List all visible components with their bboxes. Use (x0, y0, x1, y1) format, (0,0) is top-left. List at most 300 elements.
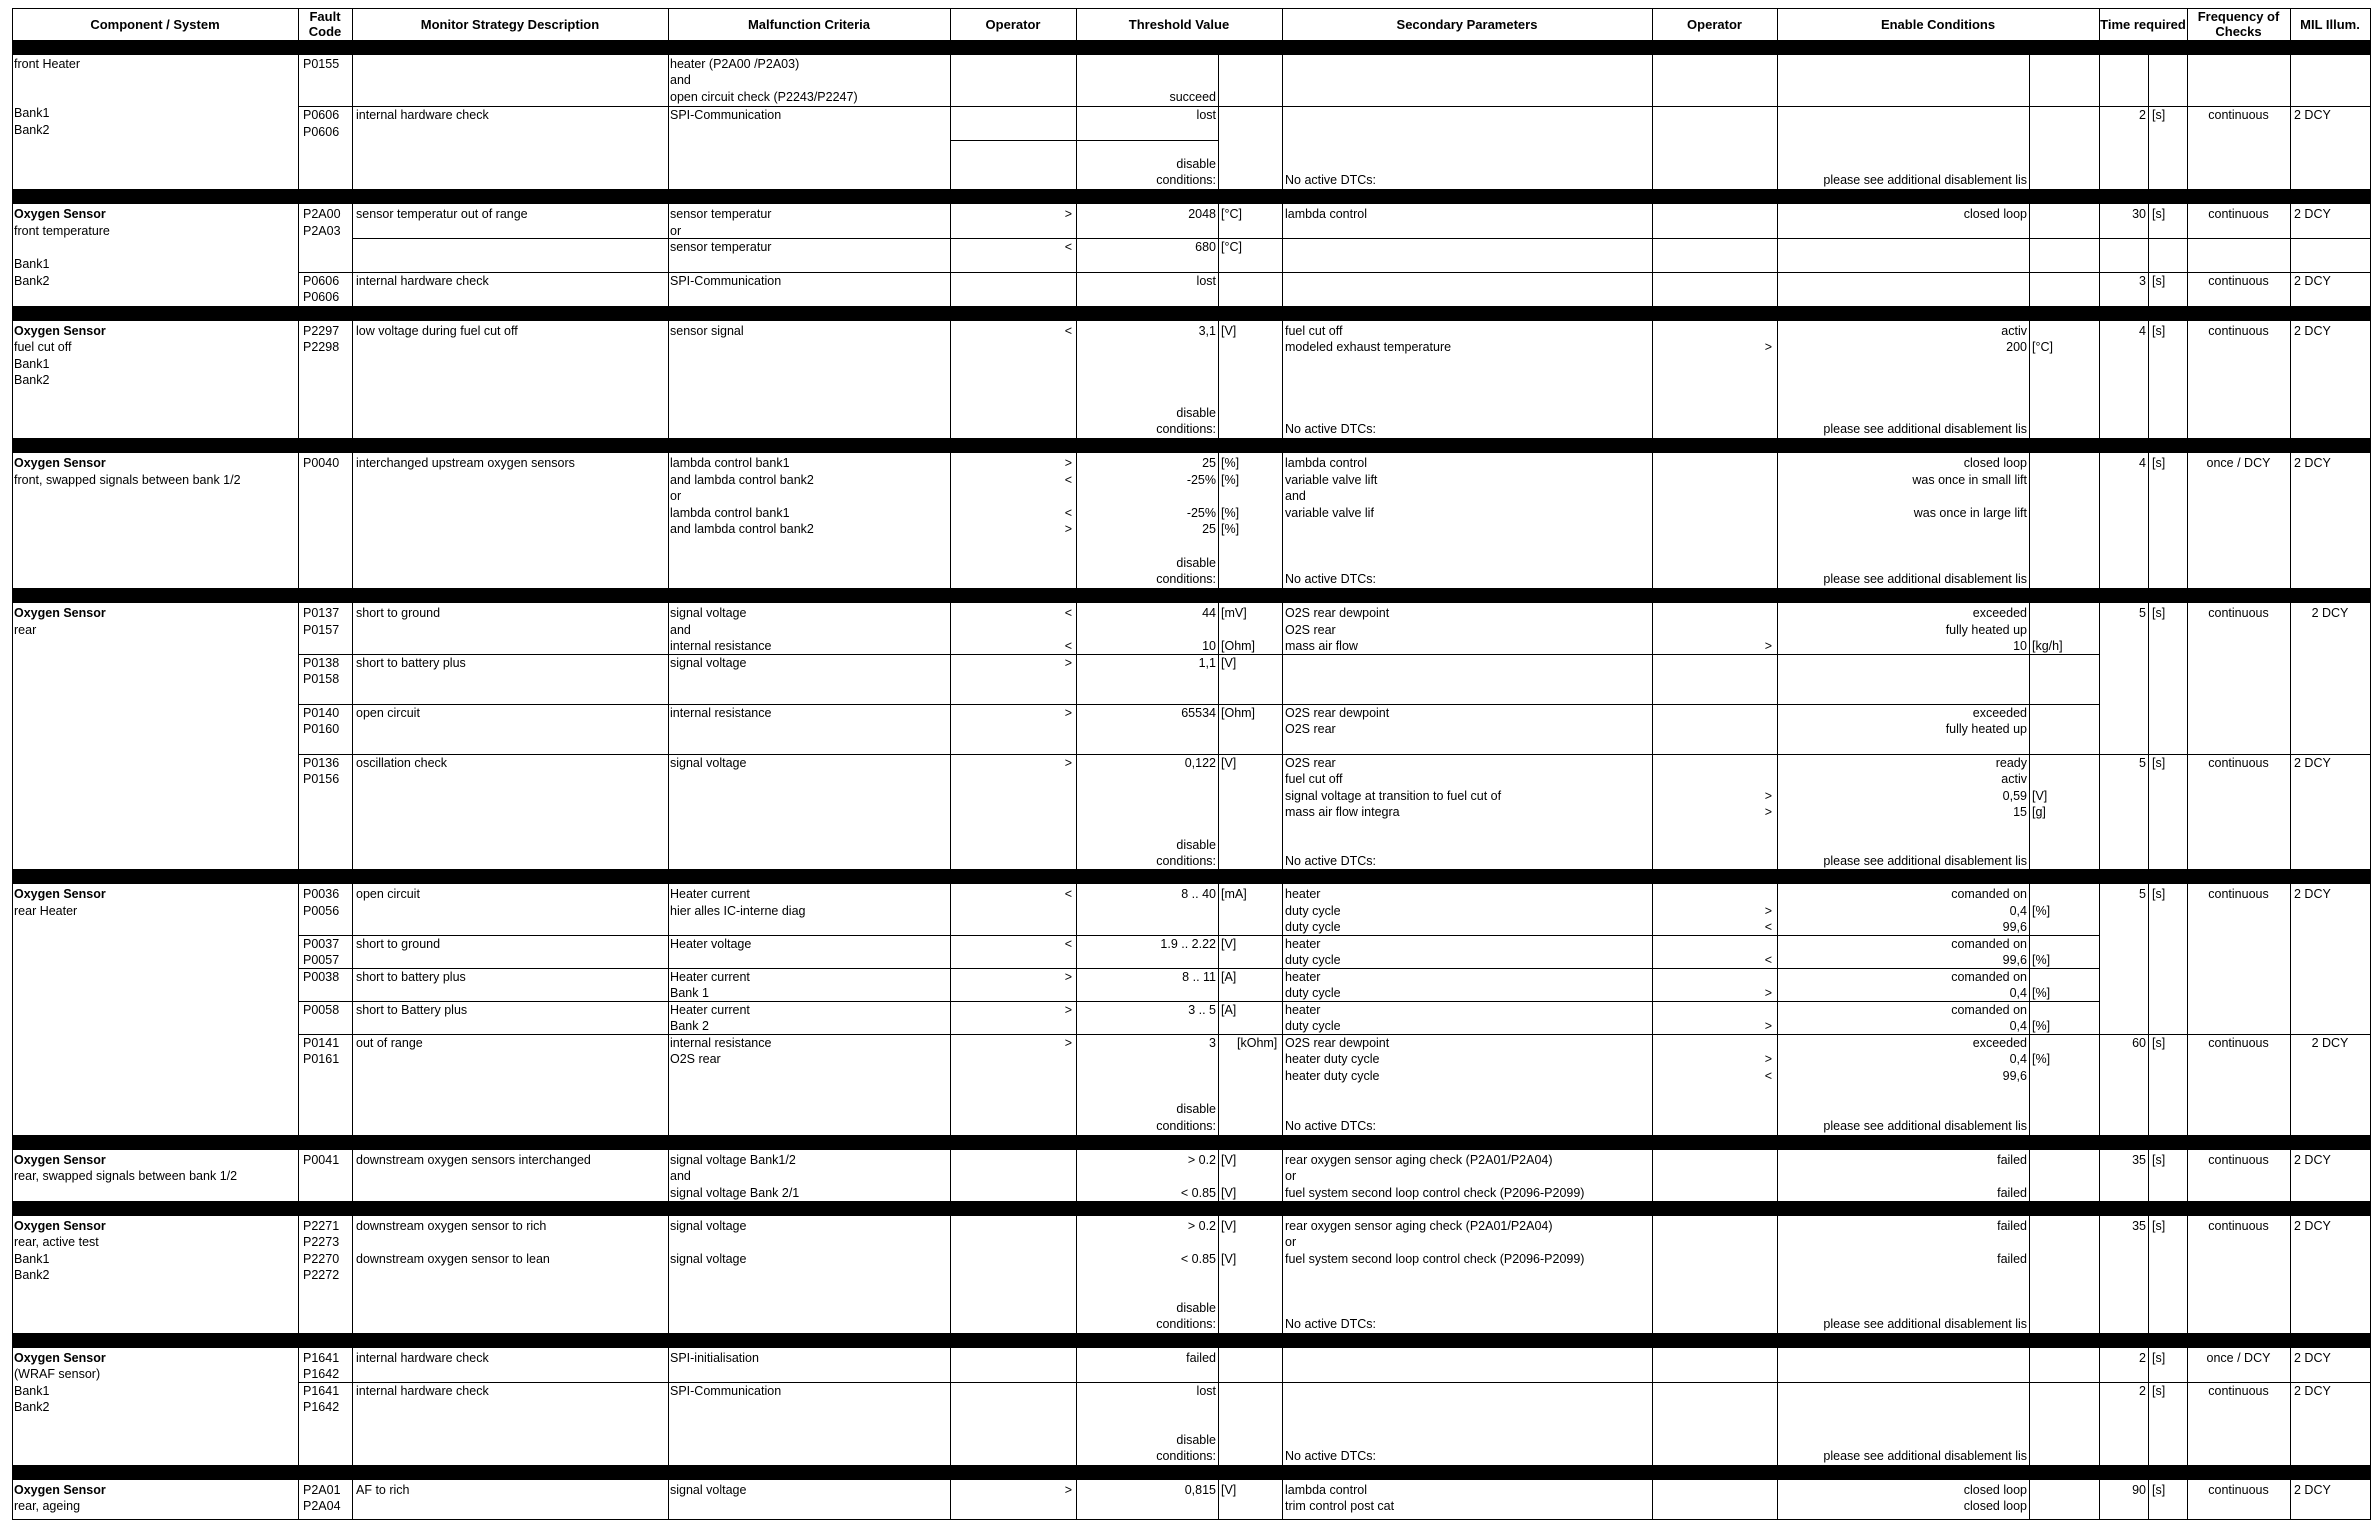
threshold-unit: [V] (1221, 1153, 1237, 1167)
section-separator (12, 189, 2371, 204)
disable-label: disable (1176, 406, 1216, 420)
threshold-value: 1,1 (1198, 656, 1216, 670)
component-subname: (WRAF sensor) (14, 1367, 101, 1381)
fault-code: P1642 (303, 1367, 340, 1381)
threshold-value: > 0.2 (1187, 1219, 1216, 1233)
enable-unit: [%] (2032, 986, 2051, 1000)
malfunction-criteria: internal resistance (670, 1036, 772, 1050)
bank-label: Bank1 (14, 257, 50, 271)
threshold-value: 2048 (1188, 207, 1216, 221)
enable-condition: exceeded (1972, 606, 2027, 620)
threshold-unit: [Ohm] (1221, 706, 1256, 720)
enable-condition: 0,4 (2009, 986, 2027, 1000)
disablement-note: please see additional disablement lis (1823, 1119, 2027, 1133)
mil-illumination: 2 DCY (2294, 274, 2331, 288)
col-header-secondary: Secondary Parameters (1396, 16, 1538, 32)
malfunction-criteria: signal voltage Bank1/2 (670, 1153, 796, 1167)
secondary-parameter: lambda control (1285, 456, 1367, 470)
bank-label: Bank2 (14, 1400, 50, 1414)
enable-condition: activ (2001, 324, 2027, 338)
time-unit: [s] (2152, 108, 2166, 122)
monitor-strategy: internal hardware check (356, 274, 489, 288)
secondary-parameter: O2S rear dewpoint (1285, 706, 1390, 720)
threshold-value: -25% (1186, 473, 1216, 487)
component-subname: rear Heater (14, 904, 78, 918)
fault-code: P0140 (303, 706, 340, 720)
bank-label: Bank2 (14, 373, 50, 387)
check-frequency: continuous (2208, 274, 2269, 288)
threshold-value: 44 (1202, 606, 1216, 620)
col-header-fault-code: Fault Code (308, 9, 342, 39)
enable-condition: was once in large lift (1913, 506, 2027, 520)
time-required: 2 (2139, 108, 2146, 122)
fault-code: P2A04 (303, 1499, 341, 1513)
malfunction-criteria: SPI-Communication (670, 274, 782, 288)
operator: > (1064, 522, 1072, 536)
enable-unit: [g] (2032, 805, 2046, 819)
disable-label: disable (1176, 1433, 1216, 1447)
grid-line-h (12, 1519, 2371, 1520)
time-required: 4 (2139, 456, 2146, 470)
operator: < (1064, 473, 1072, 487)
secondary-parameter: O2S rear (1285, 756, 1336, 770)
malfunction-criteria: SPI-Communication (670, 108, 782, 122)
malfunction-criteria: or (670, 489, 682, 503)
mil-illumination: 2 DCY (2294, 887, 2331, 901)
enable-condition: 15 (2013, 805, 2027, 819)
threshold-unit: [mV] (1221, 606, 1247, 620)
time-required: 2 (2139, 1351, 2146, 1365)
fault-code: P0038 (303, 970, 340, 984)
operator: < (1064, 639, 1072, 653)
col-header-component: Component / System (90, 16, 220, 32)
fault-code: P2270 (303, 1252, 340, 1266)
disable-label: conditions: (1156, 422, 1216, 436)
secondary-parameter: heater (1285, 937, 1321, 951)
col-header-operator-2: Operator (1687, 16, 1742, 32)
enable-condition: 0,4 (2009, 1019, 2027, 1033)
fault-code: P1641 (303, 1384, 340, 1398)
grid-line-v (668, 8, 669, 1520)
grid-line-v (1652, 8, 1653, 1520)
section-separator (12, 306, 2371, 321)
fault-code: P0606 (303, 290, 340, 304)
malfunction-criteria: internal resistance (670, 639, 772, 653)
malfunction-criteria: Bank 2 (670, 1019, 709, 1033)
section-separator (12, 438, 2371, 453)
monitor-strategy: out of range (356, 1036, 423, 1050)
threshold-value: -25% (1186, 506, 1216, 520)
malfunction-criteria: Heater current (670, 970, 750, 984)
threshold-unit: [V] (1221, 1219, 1237, 1233)
operator: > (1764, 639, 1772, 653)
malfunction-criteria: and (670, 73, 691, 87)
monitor-strategy: open circuit (356, 887, 420, 901)
threshold-unit: [V] (1221, 656, 1237, 670)
component-name: Oxygen Sensor (14, 606, 106, 620)
malfunction-criteria: sensor temperatur (670, 240, 772, 254)
secondary-parameter: mass air flow integra (1285, 805, 1400, 819)
operator: > (1064, 1483, 1072, 1497)
time-unit: [s] (2152, 324, 2166, 338)
disable-label: disable (1176, 1102, 1216, 1116)
secondary-parameter: fuel system second loop control check (P2096-P2099) (1285, 1186, 1585, 1200)
disablement-note: please see additional disablement lis (1823, 1317, 2027, 1331)
no-active-dtcs: No active DTCs: (1285, 1317, 1376, 1331)
malfunction-criteria: heater (P2A00 /P2A03) (670, 57, 800, 71)
component-name: Oxygen Sensor (14, 1153, 106, 1167)
check-frequency: continuous (2208, 756, 2269, 770)
component-name: Oxygen Sensor (14, 1483, 106, 1497)
monitor-strategy: interchanged upstream oxygen sensors (356, 456, 575, 470)
grid-line-v (12, 8, 13, 1520)
enable-unit: [%] (2032, 953, 2051, 967)
check-frequency: continuous (2208, 1384, 2269, 1398)
secondary-parameter: fuel cut off (1285, 772, 1343, 786)
mil-illumination: 2 DCY (2294, 756, 2331, 770)
threshold-unit: [mA] (1221, 887, 1247, 901)
operator: > (1764, 340, 1772, 354)
section-separator (12, 1333, 2371, 1348)
operator: > (1064, 1003, 1072, 1017)
check-frequency: continuous (2208, 207, 2269, 221)
threshold-value: 3 (1209, 1036, 1216, 1050)
time-unit: [s] (2152, 1384, 2166, 1398)
time-unit: [s] (2152, 1036, 2166, 1050)
col-header-frequency: Frequency of Checks (2197, 9, 2280, 39)
grid-line-v (352, 8, 353, 1520)
time-unit: [s] (2152, 207, 2166, 221)
component-name: Oxygen Sensor (14, 324, 106, 338)
grid-line-v (1282, 8, 1283, 1520)
secondary-parameter: fuel cut off (1285, 324, 1343, 338)
secondary-parameter: heater (1285, 887, 1321, 901)
malfunction-criteria: Heater current (670, 887, 750, 901)
col-header-operator: Operator (985, 16, 1041, 32)
operator: > (1764, 789, 1772, 803)
fault-code: P0161 (303, 1052, 340, 1066)
monitor-strategy: internal hardware check (356, 1384, 489, 1398)
col-header-malfunction: Malfunction Criteria (747, 16, 871, 32)
operator: > (1764, 1052, 1772, 1066)
check-frequency: continuous (2208, 606, 2269, 620)
time-unit: [s] (2152, 887, 2166, 901)
operator: > (1064, 656, 1072, 670)
malfunction-criteria: Bank 1 (670, 986, 709, 1000)
secondary-parameter: rear oxygen sensor aging check (P2A01/P2A04) (1285, 1219, 1553, 1233)
component-subname: front temperature (14, 224, 110, 238)
malfunction-criteria: lambda control bank1 (670, 506, 790, 520)
grid-line-v (2370, 8, 2371, 1520)
threshold-unit: [°C] (1221, 207, 1242, 221)
fault-code: P0155 (303, 57, 340, 71)
monitor-strategy: downstream oxygen sensor to rich (356, 1219, 547, 1233)
component-name: Oxygen Sensor (14, 207, 106, 221)
monitor-strategy: short to ground (356, 937, 441, 951)
disable-label: conditions: (1156, 1449, 1216, 1463)
component-subname: fuel cut off (14, 340, 72, 354)
operator: > (1764, 805, 1772, 819)
threshold-value: 1.9 .. 2.22 (1160, 937, 1216, 951)
secondary-parameter: duty cycle (1285, 920, 1341, 934)
threshold-value: < 0.85 (1180, 1186, 1216, 1200)
col-header-time: Time required (2100, 16, 2186, 32)
check-frequency: continuous (2208, 887, 2269, 901)
secondary-parameter: mass air flow (1285, 639, 1358, 653)
malfunction-criteria: Heater voltage (670, 937, 752, 951)
enable-condition: comanded on (1951, 970, 2027, 984)
mil-illumination: 2 DCY (2294, 1483, 2331, 1497)
component-subname: front, swapped signals between bank 1/2 (14, 473, 241, 487)
malfunction-criteria: and (670, 1169, 691, 1183)
grid-line-v (950, 8, 951, 1520)
enable-unit: [kg/h] (2032, 639, 2063, 653)
grid-line-v (1218, 40, 1219, 1520)
enable-condition: comanded on (1951, 887, 2027, 901)
bank-label: Bank1 (14, 357, 50, 371)
mil-illumination: 2 DCY (2294, 456, 2331, 470)
enable-condition: closed loop (1963, 456, 2027, 470)
monitor-strategy: internal hardware check (356, 1351, 489, 1365)
mil-illumination: 2 DCY (2294, 207, 2331, 221)
secondary-parameter: signal voltage at transition to fuel cut of (1285, 789, 1502, 803)
operator: > (1064, 1036, 1072, 1050)
component-name: Oxygen Sensor (14, 887, 106, 901)
disable-label: disable (1176, 157, 1216, 171)
secondary-parameter: or (1285, 1235, 1297, 1249)
operator: < (1764, 920, 1772, 934)
threshold-unit: [V] (1221, 756, 1237, 770)
threshold-unit: [%] (1221, 456, 1240, 470)
disablement-note: please see additional disablement lis (1823, 572, 2027, 586)
enable-condition: failed (1997, 1153, 2027, 1167)
check-frequency: continuous (2208, 1036, 2269, 1050)
component-subname: rear, swapped signals between bank 1/2 (14, 1169, 238, 1183)
secondary-parameter: variable valve lift (1285, 473, 1378, 487)
grid-line-v (2290, 8, 2291, 1520)
secondary-parameter: or (1285, 1169, 1297, 1183)
secondary-parameter: fuel system second loop control check (P2096-P2099) (1285, 1252, 1585, 1266)
malfunction-criteria: signal voltage (670, 1483, 747, 1497)
col-header-enable: Enable Conditions (1880, 16, 1996, 32)
fault-code: P1641 (303, 1351, 340, 1365)
threshold-value: lost (1196, 274, 1216, 288)
malfunction-criteria: internal resistance (670, 706, 772, 720)
threshold-unit: [V] (1221, 1483, 1237, 1497)
threshold-value: 3 .. 5 (1188, 1003, 1216, 1017)
disable-label: conditions: (1156, 1119, 1216, 1133)
enable-condition: comanded on (1951, 1003, 2027, 1017)
enable-condition: fully heated up (1945, 722, 2027, 736)
secondary-parameter: lambda control (1285, 1483, 1367, 1497)
mil-illumination: 2 DCY (2294, 1219, 2331, 1233)
threshold-value: 25 (1202, 456, 1216, 470)
malfunction-criteria: sensor temperatur (670, 207, 772, 221)
bank-label: Bank2 (14, 274, 50, 288)
operator: < (1764, 953, 1772, 967)
bank-label: Bank2 (14, 123, 50, 137)
operator: < (1064, 606, 1072, 620)
malfunction-criteria: Heater current (670, 1003, 750, 1017)
secondary-parameter: heater (1285, 970, 1321, 984)
bank-label: Bank1 (14, 1384, 50, 1398)
obd-monitor-table (12, 8, 2371, 1520)
section-separator (12, 1201, 2371, 1216)
secondary-parameter: duty cycle (1285, 953, 1341, 967)
threshold-unit: [A] (1221, 970, 1237, 984)
time-required: 5 (2139, 887, 2146, 901)
fault-code: P0056 (303, 904, 340, 918)
monitor-strategy: short to ground (356, 606, 441, 620)
malfunction-criteria: hier alles IC-interne diag (670, 904, 806, 918)
enable-condition: failed (1997, 1219, 2027, 1233)
fault-code: P2297 (303, 324, 340, 338)
secondary-parameter: heater duty cycle (1285, 1069, 1380, 1083)
enable-unit: [%] (2032, 1019, 2051, 1033)
time-unit: [s] (2152, 274, 2166, 288)
section-separator (12, 1465, 2371, 1480)
threshold-value: 8 .. 40 (1181, 887, 1216, 901)
malfunction-criteria: sensor signal (670, 324, 744, 338)
operator: < (1764, 1069, 1772, 1083)
secondary-parameter: O2S rear dewpoint (1285, 1036, 1390, 1050)
check-frequency: continuous (2208, 1153, 2269, 1167)
threshold-value: 10 (1202, 639, 1216, 653)
disable-label: conditions: (1156, 173, 1216, 187)
mil-illumination: 2 DCY (2294, 1351, 2331, 1365)
operator: > (1764, 1019, 1772, 1033)
component-subname: rear (14, 623, 37, 637)
fault-code: P0058 (303, 1003, 340, 1017)
no-active-dtcs: No active DTCs: (1285, 1119, 1376, 1133)
col-header-monitor: Monitor Strategy Description (420, 16, 600, 32)
enable-condition: 200 (2006, 340, 2027, 354)
enable-condition: exceeded (1972, 706, 2027, 720)
threshold-value: lost (1196, 108, 1216, 122)
bank-label: Bank2 (14, 1268, 50, 1282)
malfunction-criteria: SPI-Communication (670, 1384, 782, 1398)
component-name: Oxygen Sensor (14, 1351, 106, 1365)
component-name: front Heater (14, 57, 81, 71)
threshold-value: lost (1196, 1384, 1216, 1398)
fault-code: P0036 (303, 887, 340, 901)
grid-line-h (298, 272, 2371, 273)
time-required: 5 (2139, 756, 2146, 770)
fault-code: P0057 (303, 953, 340, 967)
threshold-unit: [V] (1221, 1252, 1237, 1266)
bank-label: Bank1 (14, 106, 50, 120)
fault-code: P0040 (303, 456, 340, 470)
secondary-parameter: lambda control (1285, 207, 1367, 221)
mil-illumination: 2 DCY (2311, 1036, 2349, 1050)
time-unit: [s] (2152, 1351, 2166, 1365)
time-unit: [s] (2152, 456, 2166, 470)
secondary-parameter: O2S rear (1285, 722, 1336, 736)
operator: > (1064, 970, 1072, 984)
component-name: Oxygen Sensor (14, 1219, 106, 1233)
fault-code: P2271 (303, 1219, 340, 1233)
fault-code: P2A03 (303, 224, 341, 238)
fault-code: P0156 (303, 772, 340, 786)
operator: < (1064, 324, 1072, 338)
threshold-unit: [V] (1221, 324, 1237, 338)
fault-code: P2273 (303, 1235, 340, 1249)
time-unit: [s] (2152, 1153, 2166, 1167)
monitor-strategy: sensor temperatur out of range (356, 207, 528, 221)
time-unit: [s] (2152, 1219, 2166, 1233)
monitor-strategy: short to battery plus (356, 656, 466, 670)
component-name: Oxygen Sensor (14, 456, 106, 470)
check-frequency: continuous (2208, 1483, 2269, 1497)
section-separator (12, 40, 2371, 55)
grid-line-h (2099, 238, 2371, 239)
time-required: 5 (2139, 606, 2146, 620)
operator: > (1764, 986, 1772, 1000)
component-subname: rear, active test (14, 1235, 99, 1249)
enable-condition: 10 (2013, 639, 2027, 653)
time-required: 4 (2139, 324, 2146, 338)
enable-unit: [%] (2032, 1052, 2051, 1066)
secondary-parameter: O2S rear dewpoint (1285, 606, 1390, 620)
fault-code: P0137 (303, 606, 340, 620)
fault-code: P0138 (303, 656, 340, 670)
threshold-value: 65534 (1181, 706, 1216, 720)
operator: > (1064, 207, 1072, 221)
disable-label: conditions: (1156, 572, 1216, 586)
threshold-value: < 0.85 (1180, 1252, 1216, 1266)
disable-label: conditions: (1156, 1317, 1216, 1331)
check-frequency: continuous (2208, 108, 2269, 122)
time-required: 60 (2132, 1036, 2146, 1050)
fault-code: P0037 (303, 937, 340, 951)
operator: > (1064, 706, 1072, 720)
fault-code: P1642 (303, 1400, 340, 1414)
secondary-parameter: and (1285, 489, 1306, 503)
threshold-value: 680 (1195, 240, 1216, 254)
section-separator (12, 588, 2371, 603)
mil-illumination: 2 DCY (2311, 606, 2349, 620)
grid-line-h (950, 140, 1218, 141)
grid-line-v (2029, 40, 2030, 1520)
no-active-dtcs: No active DTCs: (1285, 572, 1376, 586)
fault-code: P0606 (303, 274, 340, 288)
monitor-strategy: low voltage during fuel cut off (356, 324, 518, 338)
disable-label: disable (1176, 1301, 1216, 1315)
fault-code: P0606 (303, 125, 340, 139)
enable-condition: failed (1997, 1186, 2027, 1200)
enable-condition: 0,59 (2002, 789, 2027, 803)
monitor-strategy: oscillation check (356, 756, 448, 770)
malfunction-criteria: SPI-initialisation (670, 1351, 759, 1365)
component-subname: rear, ageing (14, 1499, 81, 1513)
disablement-note: please see additional disablement lis (1823, 173, 2027, 187)
check-frequency: once / DCY (2206, 456, 2271, 470)
threshold-value: 25 (1202, 522, 1216, 536)
enable-condition: closed loop (1963, 1483, 2027, 1497)
section-separator (12, 1135, 2371, 1150)
disablement-note: please see additional disablement lis (1823, 422, 2027, 436)
enable-condition: 0,4 (2009, 1052, 2027, 1066)
threshold-value: > 0.2 (1187, 1153, 1216, 1167)
operator: < (1064, 240, 1072, 254)
threshold-unit: [%] (1221, 506, 1240, 520)
enable-condition: was once in small lift (1912, 473, 2027, 487)
time-required: 30 (2132, 207, 2146, 221)
mil-illumination: 2 DCY (2294, 1384, 2331, 1398)
enable-unit: [V] (2032, 789, 2048, 803)
threshold-value: 0,815 (1184, 1483, 1216, 1497)
threshold-value: 3,1 (1198, 324, 1216, 338)
